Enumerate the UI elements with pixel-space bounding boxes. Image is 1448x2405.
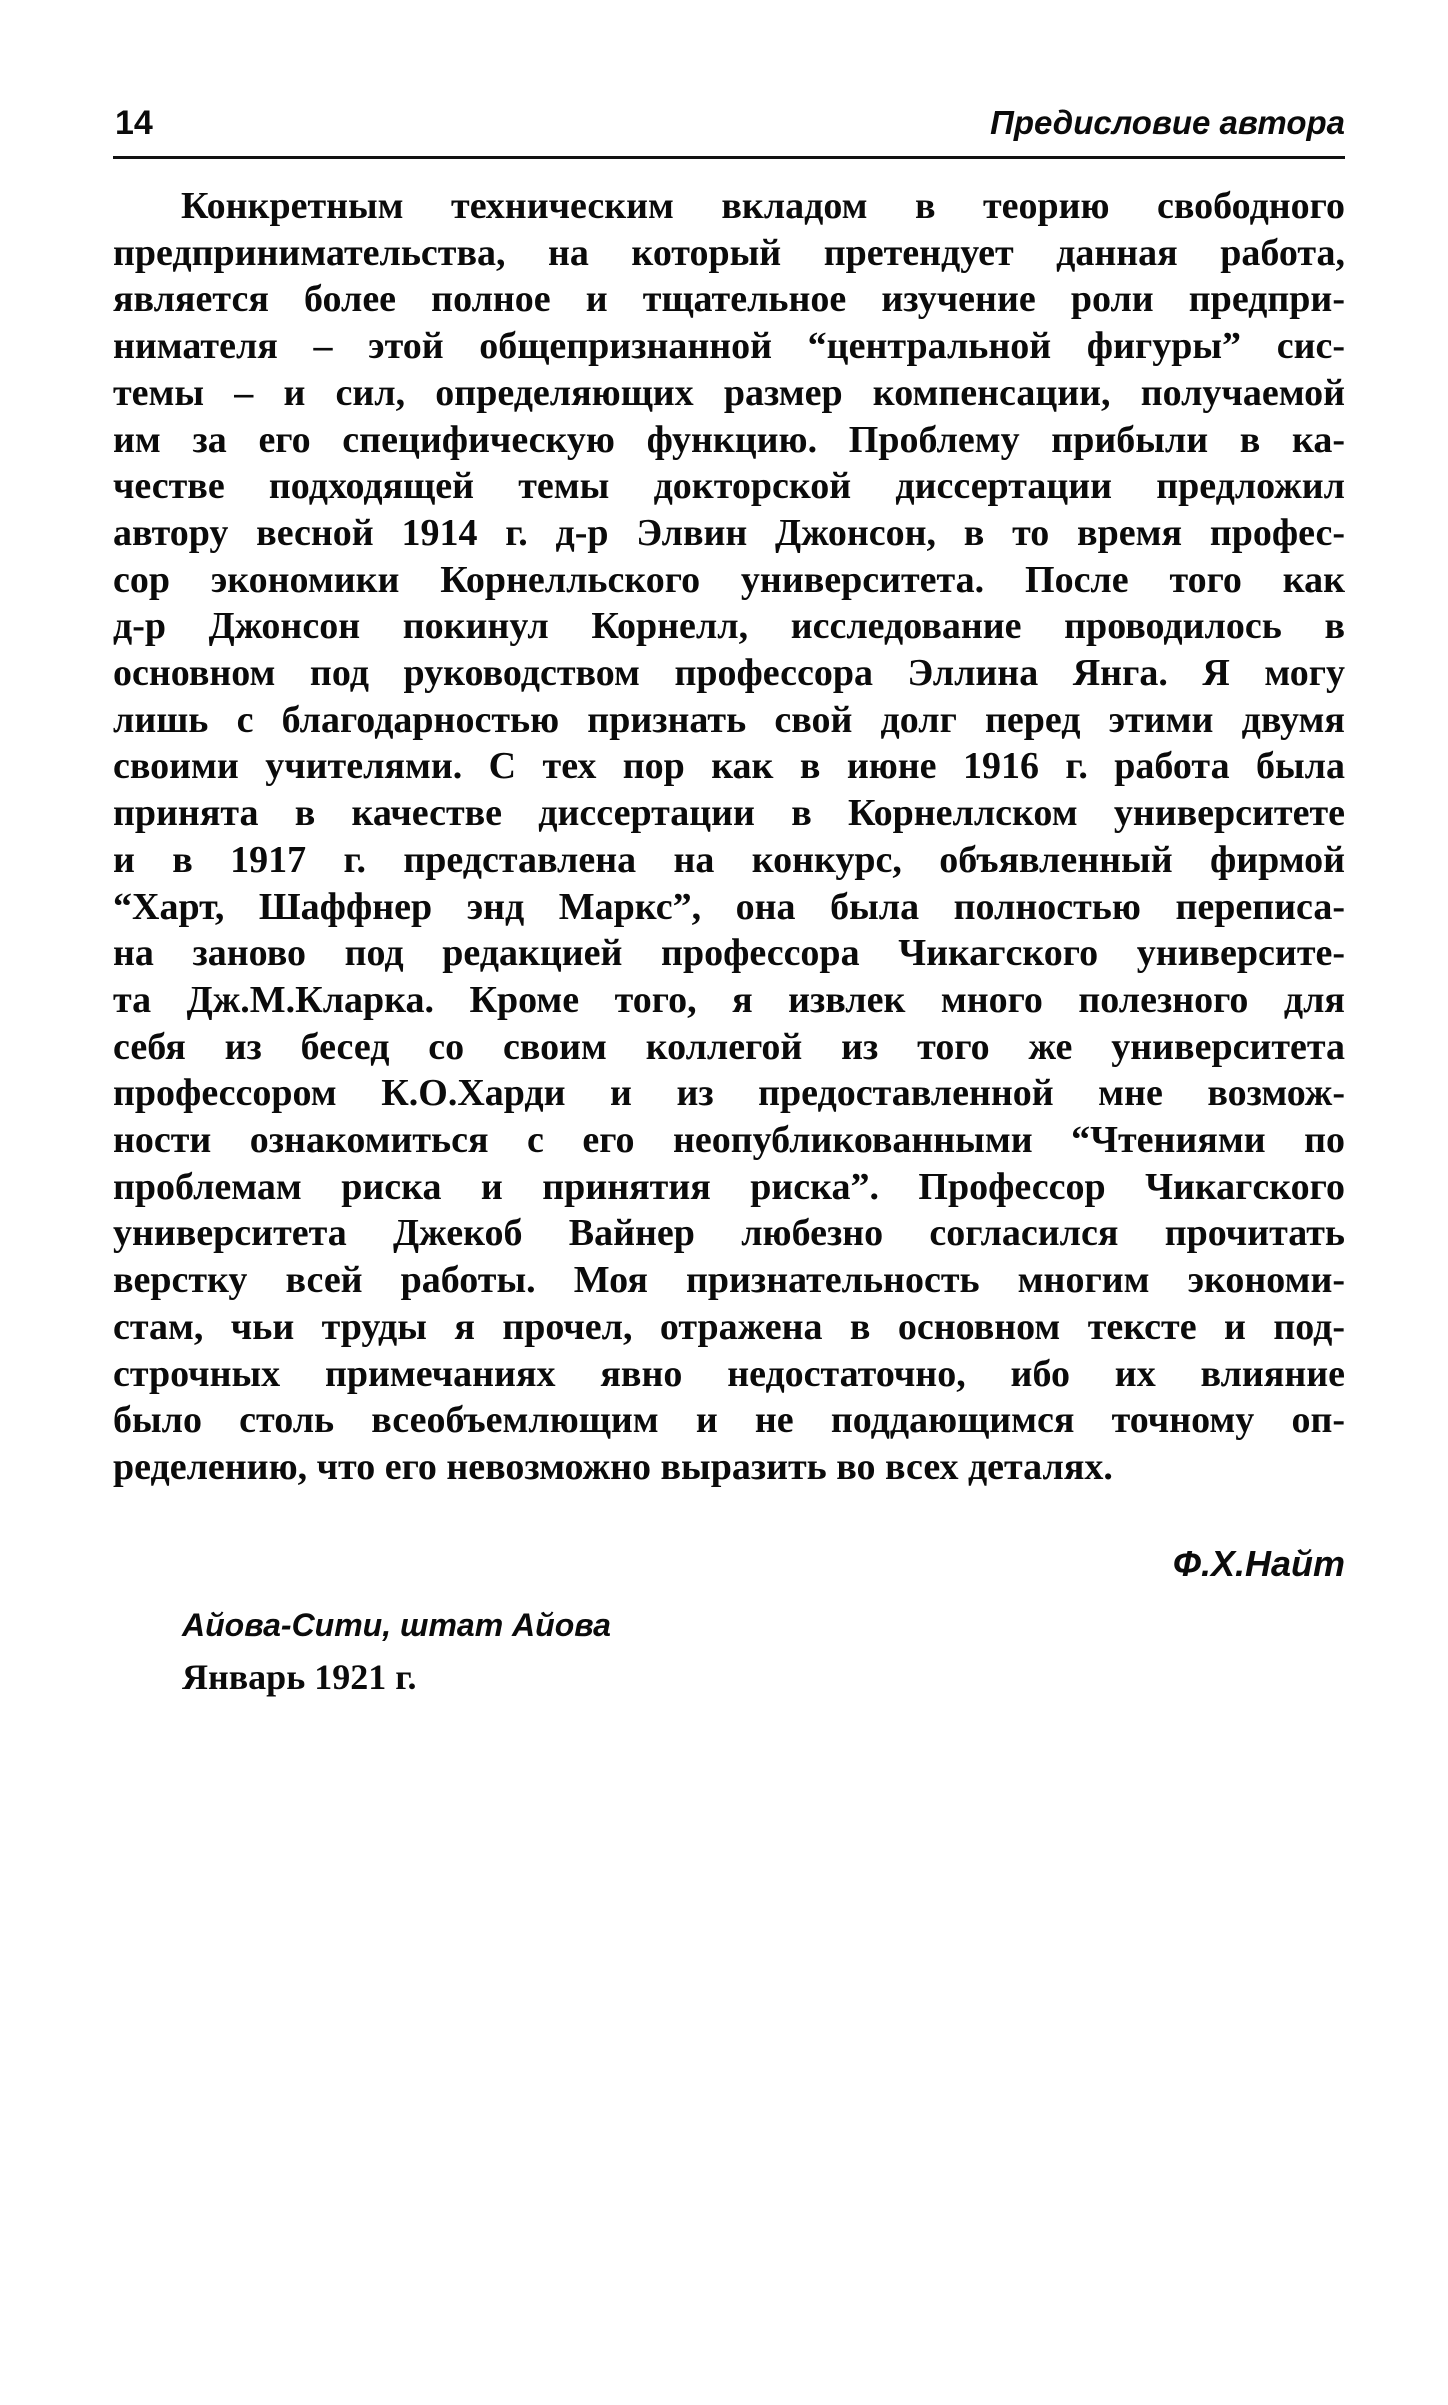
- text-line: себя из бесед со своим коллегой из того же университета: [113, 1025, 1345, 1068]
- text-line: темы – и сил, определяющих размер компенсации, получаемой: [113, 371, 1345, 414]
- text-line: верстку всей работы. Моя признательность многим экономи-: [113, 1259, 1345, 1302]
- running-head: Предисловие автора: [990, 104, 1345, 141]
- text-line: нимателя – этой общепризнанной “центральной фигуры” сис-: [113, 325, 1345, 368]
- text-line: предпринимательства, на который претендует данная работа,: [113, 231, 1345, 274]
- text-line: та Дж.М.Кларка. Кроме того, я извлек много полезного для: [113, 978, 1345, 1021]
- text-line: стам, чьи труды я прочел, отражена в основном тексте и под-: [113, 1305, 1345, 1348]
- text-line: ности ознакомиться с его неопубликованными “Чтениями по: [113, 1119, 1345, 1162]
- page-header: [113, 98, 1345, 159]
- text-line: принята в качестве диссертации в Корнеллском университете: [113, 792, 1345, 835]
- text-line: строчных примечаниях явно недостаточно, ибо их влияние: [113, 1352, 1345, 1395]
- body-paragraph: [113, 183, 1345, 1491]
- text-line: основном под руководством профессора Эллина Янга. Я могу: [113, 652, 1345, 695]
- text-line: было столь всеобъемлющим и не поддающимся точному оп-: [113, 1399, 1345, 1442]
- text-line: лишь с благодарностью признать свой долг перед этими двумя: [113, 698, 1345, 741]
- text-line: Конкретным техническим вкладом в теорию свободного: [181, 185, 1345, 227]
- date-line: Январь 1921 г.: [182, 1657, 417, 1697]
- text-line: д-р Джонсон покинул Корнелл, исследование проводилось в: [113, 605, 1345, 648]
- place-line: Айова-Сити, штат Айова: [182, 1607, 611, 1643]
- text-line: честве подходящей темы докторской диссертации предложил: [113, 465, 1345, 508]
- text-line: своими учителями. С тех пор как в июне 1916 г. работа была: [113, 745, 1345, 788]
- text-line: является более полное и тщательное изучение роли предпри-: [113, 278, 1345, 321]
- text-line: им за его специфическую функцию. Проблему прибыли в ка-: [113, 418, 1345, 461]
- text-line: профессором К.О.Харди и из предоставленной мне возмож-: [113, 1072, 1345, 1115]
- text-line: автору весной 1914 г. д-р Элвин Джонсон, в то время профес-: [113, 511, 1345, 554]
- text-line: проблемам риска и принятия риска”. Профессор Чикагского: [113, 1165, 1345, 1208]
- page-number: 14: [115, 104, 153, 142]
- text-line: университета Джекоб Вайнер любезно согласился прочитать: [113, 1212, 1345, 1255]
- text-line: “Харт, Шаффнер энд Маркс”, она была полностью переписа-: [113, 885, 1345, 928]
- text-line: сор экономики Корнелльского университета. После того как: [113, 558, 1345, 601]
- text-line: ределению, что его невозможно выразить во всех деталях.: [113, 1445, 1113, 1488]
- text-line: и в 1917 г. представлена на конкурс, объявленный фирмой: [113, 838, 1345, 881]
- author-signature: Ф.Х.Найт: [1172, 1543, 1345, 1584]
- text-line: на заново под редакцией профессора Чикагского университе-: [113, 932, 1345, 975]
